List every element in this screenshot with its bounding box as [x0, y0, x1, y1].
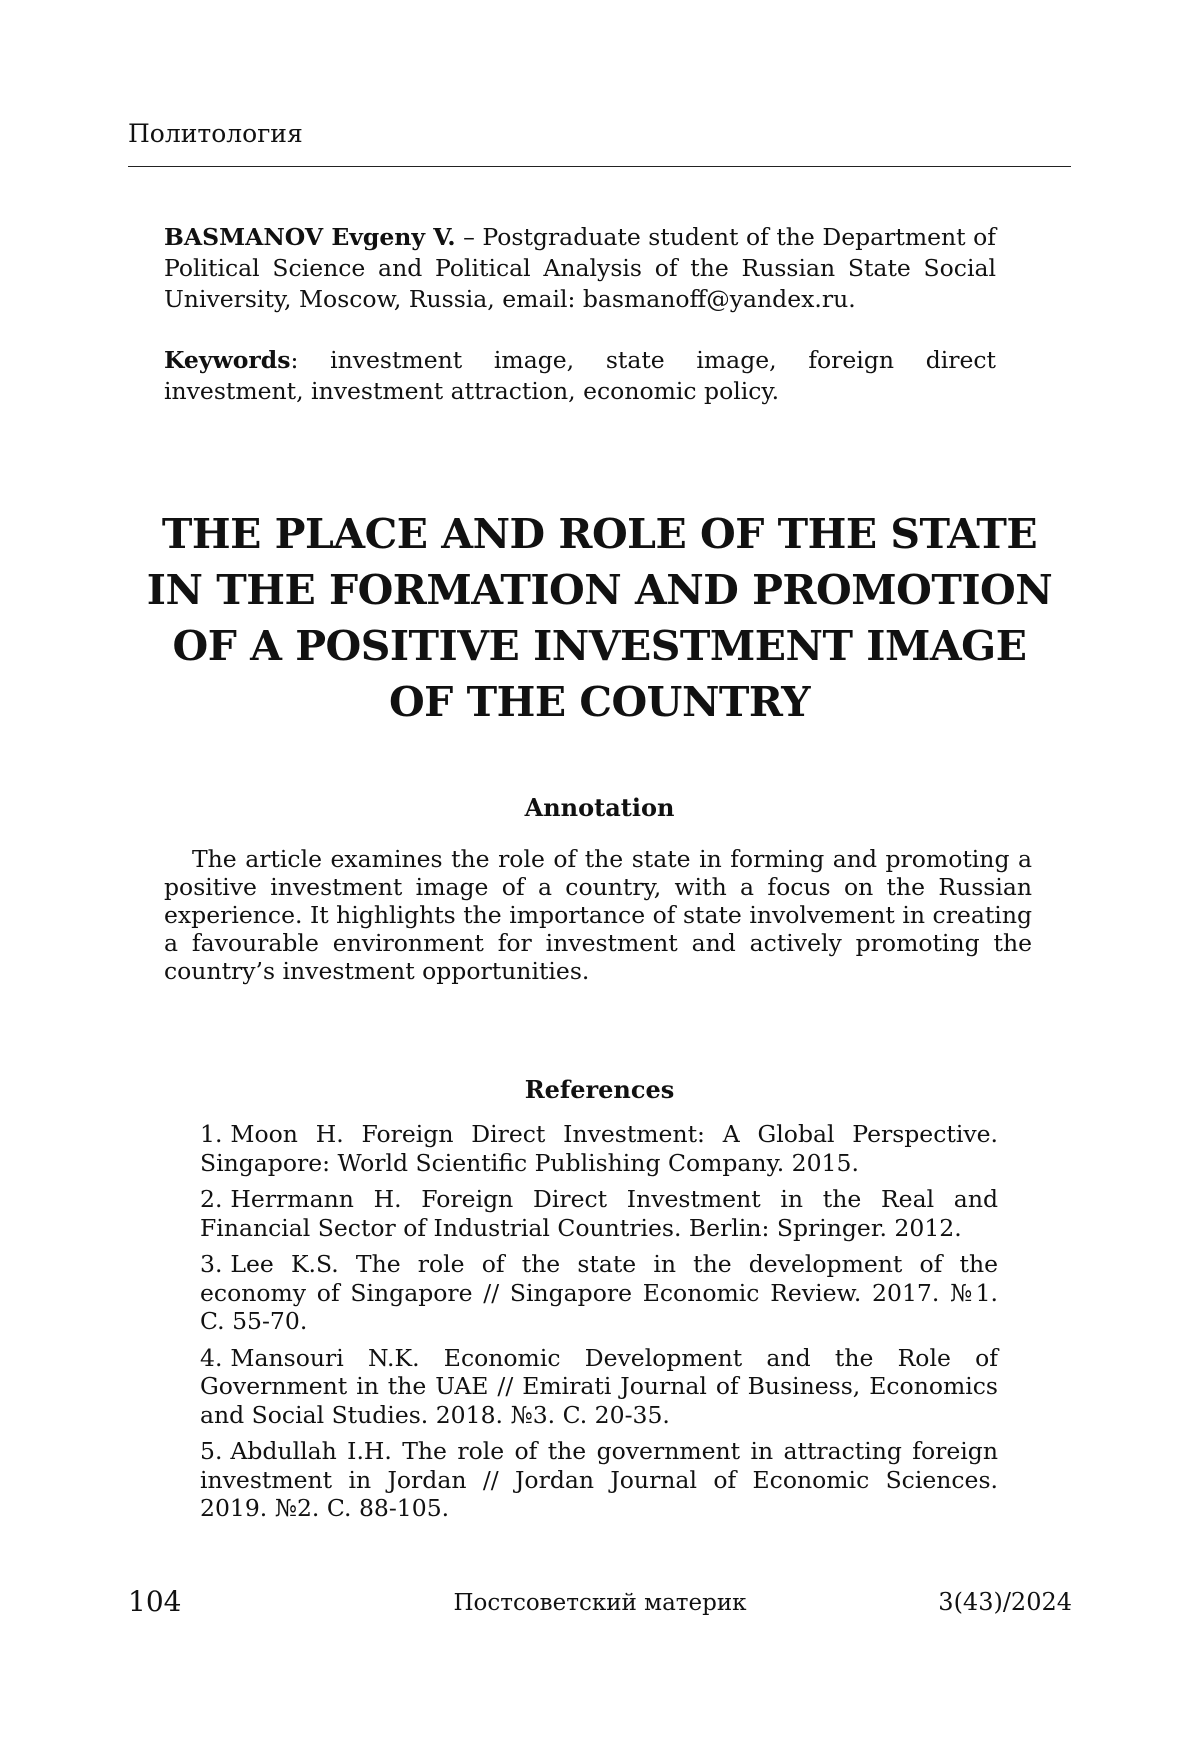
references-heading: References — [524, 1075, 675, 1104]
annotation-heading: Annotation — [524, 793, 675, 822]
page-number: 104 — [128, 1585, 182, 1618]
reference-text: Lee K.S. The role of the state in the development of the economy of Singapore // Singapore Economic Review. 2017. №1. C. 55-70. — [200, 1250, 998, 1335]
reference-text: Mansouri N.K. Economic Development and the Role of Government in the UAE // Emirati Journal of Business, Economics and Social Studies. 2018. №3. C. 20-35. — [200, 1343, 998, 1429]
reference-text: Herrmann H. Foreign Direct Investment in the Real and Financial Sector of Industrial Countries. Berlin: Springer. 2012. — [200, 1185, 998, 1242]
title-line: THE PLACE AND ROLE OF THE STATE — [161, 510, 1038, 558]
author-description: – Postgraduate student of the Department of Political Science and Political Analysis of the Russian State Social University, Moscow, Russia, email: basmanoff@yandex.ru. — [164, 223, 996, 313]
header-rule — [128, 166, 1071, 167]
keywords-label: Keywords — [164, 346, 291, 374]
reference-number: 2. — [200, 1185, 223, 1213]
title-line: IN THE FORMATION AND PROMOTION — [146, 566, 1053, 614]
reference-item — [200, 1437, 998, 1523]
reference-number: 5. — [200, 1437, 223, 1465]
author-name: BASMANOV Evgeny V. — [164, 223, 456, 251]
reference-text: Moon H. Foreign Direct Investment: A Global Perspective. Singapore: World Scientific Publishing Company. 2015. — [200, 1120, 998, 1177]
reference-text: Abdullah I.H. The role of the government in attracting foreign investment in Jordan // Jordan Journal of Economic Sciences. 2019. №2. C. 88-105. — [200, 1437, 998, 1522]
reference-number: 4. — [200, 1343, 223, 1372]
reference-number: 3. — [200, 1250, 223, 1278]
title-line: OF THE COUNTRY — [388, 678, 811, 726]
journal-name: Постсоветский материк — [453, 1590, 747, 1616]
reference-item — [200, 1344, 998, 1430]
reference-item — [200, 1185, 998, 1242]
reference-number: 1. — [200, 1120, 223, 1148]
issue-number: 3(43)/2024 — [938, 1588, 1072, 1616]
reference-item — [200, 1250, 998, 1336]
reference-item — [200, 1120, 998, 1177]
title-line: OF A POSITIVE INVESTMENT IMAGE — [172, 622, 1027, 670]
keywords-text: : investment image, state image, foreign direct investment, investment attraction, economic policy. — [164, 346, 996, 405]
reference-list — [200, 1120, 998, 1531]
annotation-text: The article examines the role of the state in forming and promoting a positive investment image of a country, with a focus on the Russian experience. It highlights the importance of state involvement in creating a favourable environment for investment and actively promoting the country’s investment opportunities. — [164, 845, 1032, 985]
keywords — [164, 345, 996, 407]
running-head-section: Политология — [128, 119, 303, 148]
article-title — [128, 506, 1071, 730]
author-info — [164, 222, 996, 315]
